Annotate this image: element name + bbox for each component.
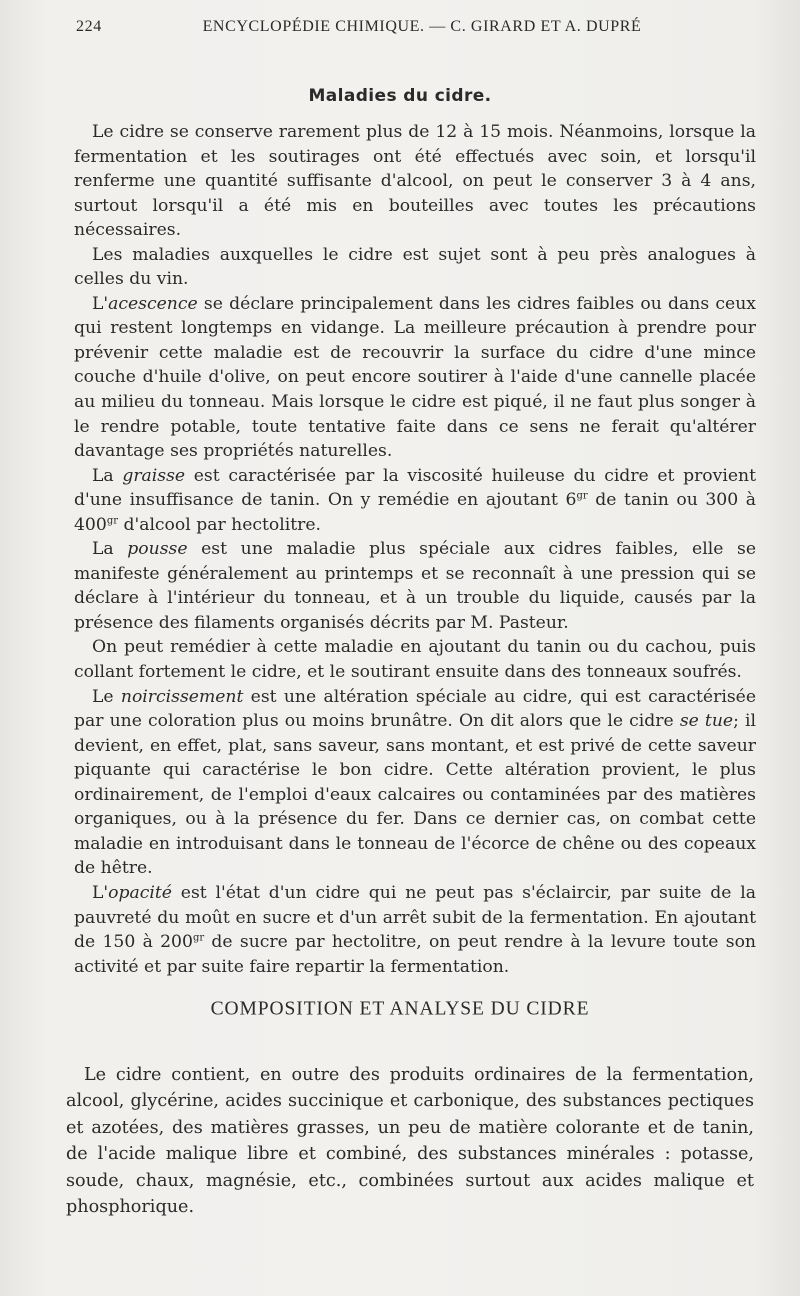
term-acescence: acescence: [108, 293, 198, 314]
page-number: 224: [76, 18, 102, 35]
paragraph-body: est une altération spéciale au cidre, qui est caractérisée par une coloration plus ou moins brunâtre. On dit alors que le cidre: [74, 686, 756, 732]
running-head: ENCYCLOPÉDIE CHIMIQUE. — C. GIRARD ET A. DUPRÉ: [202, 18, 642, 35]
unit-gram: gr: [106, 515, 118, 527]
term-se-tue: se tue: [679, 711, 734, 732]
paragraph-opacite: [74, 881, 756, 979]
term-opacite: opacité: [108, 882, 172, 903]
paragraph-body: est caractérisée par la viscosité huileuse du cidre et provient d'une insuffisance de tanin. On y remédie en ajoutant 6: [74, 465, 757, 511]
paragraph-lead: L': [92, 882, 109, 903]
maladies-text-block: [74, 120, 756, 979]
section-title: Maladies du cidre.: [308, 86, 492, 106]
paragraph-body: est l'état d'un cidre qui ne peut pas s'éclaircir, par suite de la pauvreté du moût en sucre et d'un arrêt subit de la fermentation. En ajoutant de 150 à 200: [74, 882, 756, 953]
paragraph-body: se déclare principalement dans les cidres faibles ou dans ceux qui restent longtemps en vidange. La meilleure précaution à prendre pour prévenir cette maladie est de recouvrir la surface du cidre d'une mince couche d'huile d'olive, on peut encore soutirer à l'aide d'une cannelle placée au milieu du tonneau. Mais lorsque le cidre est piqué, il ne faut plus songer à le rendre potable, toute tentative faite dans ce sens ne ferait qu'altérer davantage ses propriétés naturelles.: [74, 293, 756, 462]
paragraph-conservation: Le cidre se conserve rarement plus de 12 à 15 mois. Néanmoins, lorsque la fermentation et les soutirages ont été effectués avec soin, et lorsqu'il renferme une quantité suffisante d'alcool, on peut le conserver 3 à 4 ans, surtout lorsqu'il a été mis en bouteilles avec toutes les précautions nécessaires.: [74, 122, 756, 241]
paragraph-body: de sucre par hectolitre, on peut rendre à la levure toute son activité et par suite faire repartir la fermentation.: [74, 932, 756, 977]
paragraph-lead: La: [92, 539, 128, 560]
paragraph-noircissement: [74, 685, 756, 881]
term-pousse: pousse: [127, 539, 188, 560]
paragraph-lead: L': [92, 293, 109, 314]
paragraph-body: de tanin ou 300 à 400: [74, 490, 756, 535]
composition-text-block: [66, 1062, 754, 1220]
paragraph-body: ; il devient, en effet, plat, sans saveur, sans montant, et est privé de cette saveur piquante qui caractérise le bon cidre. Cette altération provient, le plus ordinairement, de l'emploi d'eaux calcaires ou contaminées par des matières organiques, ou à la présence du fer. Dans ce dernier cas, on combat cette maladie en introduisant dans le tonneau de l'écorce de chêne ou des copeaux de hêtre.: [74, 711, 756, 879]
paragraph-body: d'alcool par hectolitre.: [118, 514, 322, 535]
paragraph-body: est une maladie plus spéciale aux cidres faibles, elle se manifeste généralement au printemps et se reconnaît à une pression qui se déclare à l'intérieur du tonneau, et à un trouble du liquide, causés par la présence des filaments organisés décrits par M. Pasteur.: [74, 539, 756, 633]
paragraph-lead: La: [92, 465, 123, 486]
term-graisse: graisse: [122, 465, 186, 486]
part-title: COMPOSITION ET ANALYSE DU CIDRE: [210, 997, 590, 1020]
unit-gram: gr: [192, 932, 205, 944]
page-header: [76, 18, 728, 42]
paragraph-pousse: [74, 537, 756, 635]
paragraph-remede: On peut remédier à cette maladie en ajoutant du tanin ou du cachou, puis collant fortement le cidre, et le soutirant ensuite dans des tonneaux soufrés.: [74, 637, 756, 683]
unit-gram: gr: [576, 490, 588, 502]
paragraph-composition: Le cidre contient, en outre des produits ordinaires de la fermentation, alcool, glycérine, acides succinique et carbonique, des substances pectiques et azotées, des matières grasses, un peu de matière colorante et de tanin, de l'acide malique libre et combiné, des substances minérales : potasse, soude, chaux, magnésie, etc., combinées surtout aux acides malique et phosphorique.: [66, 1065, 754, 1218]
paragraph-maladies-intro: Les maladies auxquelles le cidre est sujet sont à peu près analogues à celles du vin.: [74, 244, 756, 290]
term-noircissement: noircissement: [120, 686, 244, 707]
paragraph-graisse: [74, 464, 756, 538]
paragraph-acescence: [74, 292, 756, 464]
paragraph-lead: Le: [92, 686, 121, 707]
